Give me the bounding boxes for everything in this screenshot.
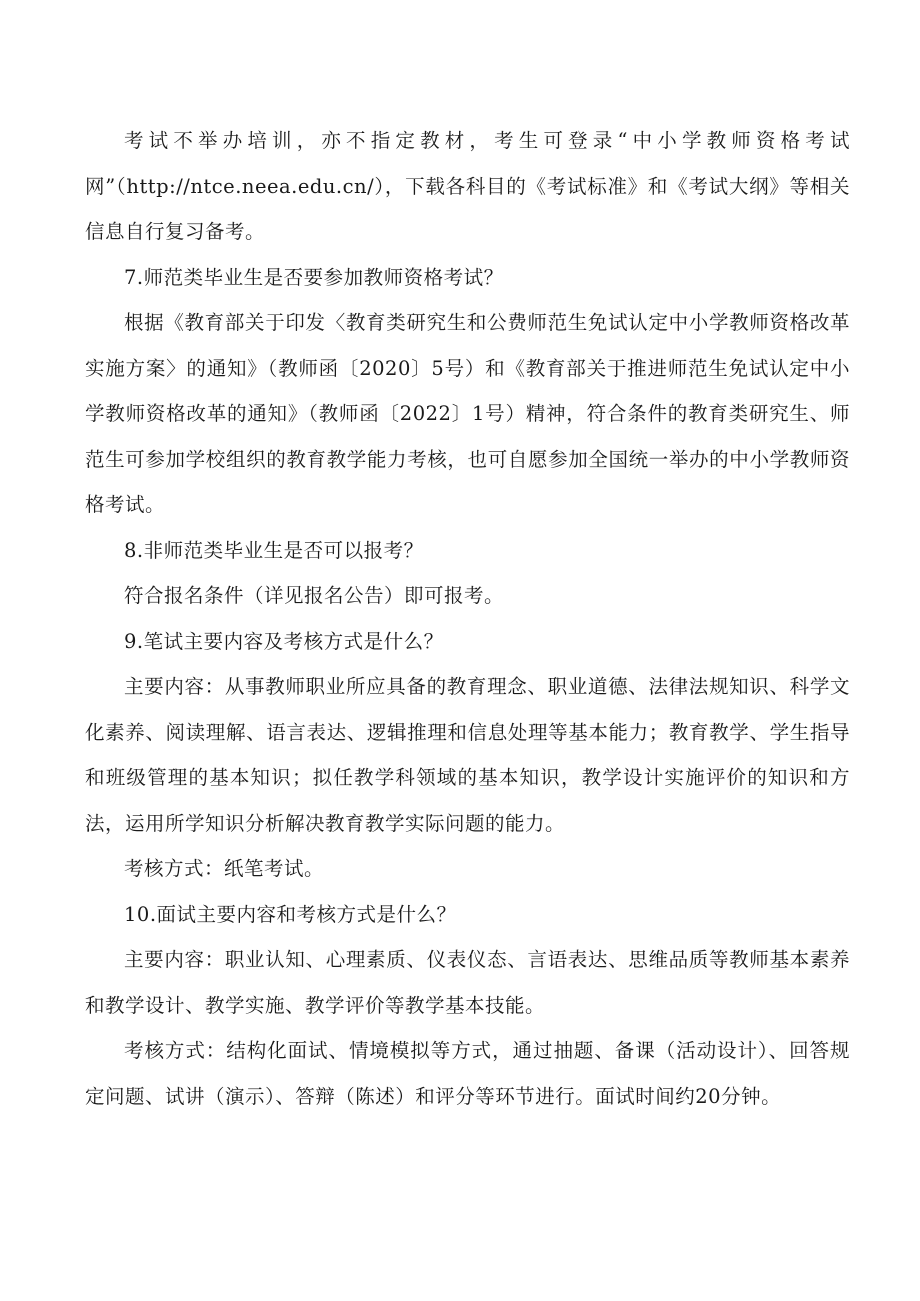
answer-7-paragraph: 根据《教育部关于印发〈教育类研究生和公费师范生免试认定中小学教师资格改革实施方案〉的通知》（教师函〔2020〕5号）和《教育部关于推进师范生免试认定中小学教师资格改革的通知》（教师函〔2022〕1号）精神，符合条件的教育类研究生、师范生可参加学校组织的教育教学能力考核，也可自愿参加全国统一举办的中小学教师资格考试。 <box>85 311 850 516</box>
document-page <box>85 118 850 1119</box>
answer-10-method-paragraph: 考核方式：结构化面试、情境模拟等方式，通过抽题、备课（活动设计）、回答规定问题、试讲（演示）、答辩（陈述）和评分等环节进行。面试时间约20分钟。 <box>85 1039 850 1108</box>
question-10-heading: 10.面试主要内容和考核方式是什么？ <box>124 902 457 926</box>
answer-10-content-paragraph: 主要内容：职业认知、心理素质、仪表仪态、言语表达、思维品质等教师基本素养和教学设计、教学实施、教学评价等教学基本技能。 <box>85 948 850 1017</box>
answer-9-content-paragraph: 主要内容：从事教师职业所应具备的教育理念、职业道德、法律法规知识、科学文化素养、阅读理解、语言表达、逻辑推理和信息处理等基本能力；教育教学、学生指导和班级管理的基本知识；拟任教学科领域的基本知识，教学设计实施评价的知识和方法，运用所学知识分析解决教育教学实际问题的能力。 <box>85 675 850 835</box>
answer-9-method-paragraph: 考核方式：纸笔考试。 <box>124 857 325 880</box>
question-9-heading: 9.笔试主要内容及考核方式是什么？ <box>124 629 444 653</box>
question-7-heading: 7.师范类毕业生是否要参加教师资格考试？ <box>124 265 504 289</box>
paragraph-exam-prep: 考试不举办培训，亦不指定教材，考生可登录“中小学教师资格考试网”（http://ntce.neea.edu.cn/），下载各科目的《考试标准》和《考试大纲》等相关信息自行复习备考。 <box>85 129 850 243</box>
question-8-heading: 8.非师范类毕业生是否可以报考？ <box>124 538 424 562</box>
answer-8-paragraph: 符合报名条件（详见报名公告）即可报考。 <box>124 584 505 607</box>
